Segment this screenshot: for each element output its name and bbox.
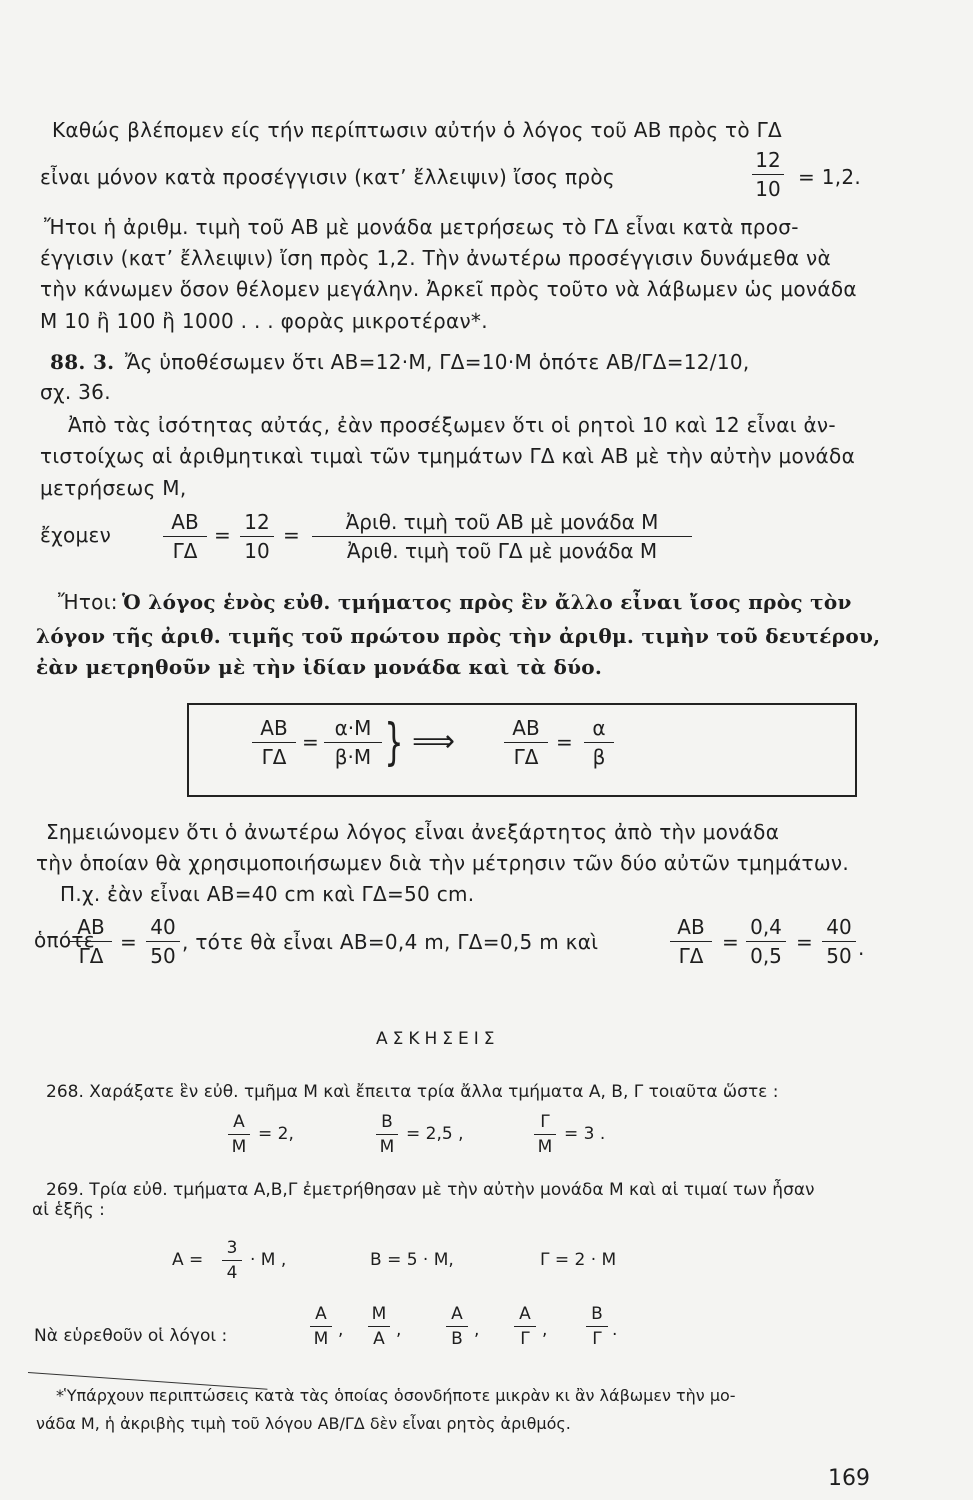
- comma: ,: [338, 1320, 344, 1340]
- box-fraction-ab-gd: ΑΒ ΓΔ: [252, 716, 296, 769]
- paragraph-line: τὴν ὁποίαν θὰ χρησιμοποιήσωμεν διὰ τὴν μέτρησιν τῶν δύο αὐτῶν τμημάτων.: [36, 851, 850, 875]
- footnote-line: *Ὑπάρχουν περιπτώσεις κατὰ τὰς ὁποίας ὁσονδήποτε μικρὰν κι ἂν λάβωμεν τὴν μο-: [56, 1386, 736, 1405]
- box-fraction-a-b: α β: [584, 716, 614, 769]
- equals-sign: =: [283, 523, 300, 547]
- paragraph-line: Ἀπὸ τὰς ἰσότητας αὐτάς, ἐὰν προσέξωμεν ὅτι οἱ ρητοὶ 10 καὶ 12 εἶναι ἀν-: [68, 413, 836, 437]
- page-number: 169: [828, 1466, 870, 1491]
- exercises-title: ΑΣΚΗΣΕΙΣ: [376, 1029, 500, 1049]
- equals-sign: =: [214, 523, 231, 547]
- paragraph-line: Καθώς βλέπομεν είς τήν περίπτωσιν αὐτήν ὁ λόγος τοῦ ΑΒ πρὸς τὸ ΓΔ: [52, 118, 782, 142]
- fraction-40-50: 40 50: [822, 915, 856, 968]
- paragraph-line: , τότε θὰ εἶναι ΑΒ=0,4 m, ΓΔ=0,5 m καὶ: [182, 930, 599, 954]
- fraction-12-10: 12 10: [240, 510, 274, 563]
- exercise-269-cont: αἱ ἑξῆς :: [32, 1200, 105, 1220]
- fraction-ab-gd: ΑΒ ΓΔ: [70, 915, 112, 968]
- section-number: 88. 3.: [50, 350, 115, 374]
- label-itoi: Ἤτοι:: [58, 590, 118, 614]
- equals-sign: =: [302, 730, 319, 754]
- ratio-value: = 2,: [258, 1124, 294, 1144]
- paragraph-line: τιστοίχως αἱ ἀριθμητικαὶ τιμαὶ τῶν τμημάτων ΓΔ καὶ ΑΒ μὲ τὴν αὐτὴν μονάδα: [40, 444, 856, 468]
- equals-sign: =: [120, 930, 137, 954]
- paragraph-line: Ἄς ὑποθέσωμεν ὅτι ΑΒ=12·Μ, ΓΔ=10·Μ ὁπότε ΑΒ/ΓΔ=12/10,: [125, 350, 750, 374]
- exercise-269: 269. Τρία εὐθ. τμήματα Α,Β,Γ ἐμετρήθησαν μὲ τὴν αὐτὴν μονάδα Μ καὶ αἱ τιμαί των ἦσαν: [46, 1180, 815, 1200]
- fraction-a-g: Α Γ: [514, 1304, 536, 1349]
- fraction-a-m: Α Μ: [228, 1112, 250, 1157]
- right-brace: }: [384, 713, 404, 771]
- paragraph-line: έγγισιν (κατ’ ἔλλειψιν) ἴση πρὸς 1,2. Τὴν ἀνωτέρω προσέγγισιν δυνάμεθα νὰ: [40, 246, 831, 270]
- label-exomen: ἔχομεν: [40, 523, 112, 547]
- period: .: [858, 936, 865, 960]
- implies-arrow: ⟹: [412, 724, 456, 759]
- period: .: [612, 1320, 618, 1340]
- fraction-numeric-values: Ἀριθ. τιμὴ τοῦ ΑΒ μὲ μονάδα Μ Ἀριθ. τιμὴ τοῦ ΓΔ μὲ μονάδα Μ: [312, 510, 692, 563]
- paragraph-line: Π.χ. ἐὰν εἶναι ΑΒ=40 cm καὶ ΓΔ=50 cm.: [60, 882, 475, 906]
- fraction-a-m: Α Μ: [310, 1304, 332, 1349]
- paragraph-line: εἶναι μόνον κατὰ προσέγγισιν (κατ’ ἔλλειψιν) ἴσος πρὸς: [40, 165, 615, 189]
- paragraph-line: μετρήσεως Μ,: [40, 476, 187, 500]
- box-fraction-ab-gd: ΑΒ ΓΔ: [504, 716, 548, 769]
- find-ratios-label: Νὰ εὑρεθοῦν οἱ λόγοι :: [34, 1326, 228, 1346]
- paragraph-line: τὴν κάνωμεν ὅσον θέλομεν μεγάλην. Ἀρκεῖ πρὸς τοῦτο νὰ λάβωμεν ὡς μονάδα: [40, 277, 857, 301]
- equation-g: Γ = 2 · Μ: [540, 1250, 617, 1270]
- footnote-line: νάδα Μ, ἡ ἀκριβὴς τιμὴ τοῦ λόγου ΑΒ/ΓΔ δὲν εἶναι ρητὸς ἀριθμός.: [36, 1414, 571, 1433]
- fraction-04-05: 0,4 0,5: [746, 915, 786, 968]
- equation-b: Β = 5 · Μ,: [370, 1250, 454, 1270]
- fraction-40-50: 40 50: [146, 915, 180, 968]
- label-opote: ὁπότε: [34, 928, 95, 952]
- ratio-value: = 2,5 ,: [406, 1124, 464, 1144]
- fraction-ab-gd: ΑΒ ΓΔ: [163, 510, 207, 563]
- ratio-value: = 3 .: [564, 1124, 606, 1144]
- paragraph-line: Σημειώνομεν ὅτι ὁ ἀνωτέρω λόγος εἶναι ἀνεξάρτητος ἀπὸ τὴν μονάδα: [46, 820, 780, 844]
- comma: ,: [474, 1320, 480, 1340]
- fraction-b-g: Β Γ: [586, 1304, 608, 1349]
- theorem-line: λόγον τῆς ἀριθ. τιμῆς τοῦ πρώτου πρὸς τὴν ἀριθμ. τιμὴν τοῦ δευτέρου,: [36, 624, 881, 648]
- comma: ,: [542, 1320, 548, 1340]
- fraction-g-m: Γ Μ: [534, 1112, 556, 1157]
- fraction-3-4: 3 4: [222, 1238, 242, 1283]
- equals-value: = 1,2.: [798, 165, 862, 189]
- exercise-268: 268. Χαράξατε ἓν εὐθ. τμῆμα Μ καὶ ἔπειτα τρία ἄλλα τμήματα Α, Β, Γ τοιαῦτα ὥστε :: [46, 1082, 779, 1102]
- paragraph-line: Ἤτοι ἡ ἀριθμ. τιμὴ τοῦ ΑΒ μὲ μονάδα μετρήσεως τὸ ΓΔ εἶναι κατὰ προσ-: [44, 215, 799, 239]
- box-fraction-aM-bM: α·Μ β·Μ: [324, 716, 382, 769]
- fraction-b-m: Β Μ: [376, 1112, 398, 1157]
- equals-sign: =: [722, 930, 739, 954]
- equals-sign: =: [556, 730, 573, 754]
- figure-reference: σχ. 36.: [40, 380, 111, 404]
- fraction-12-10: 12 10: [752, 148, 784, 201]
- comma: ,: [396, 1320, 402, 1340]
- theorem-line: ἐὰν μετρηθοῦν μὲ τὴν ἰδίαν μονάδα καὶ τὰ δύο.: [36, 655, 603, 679]
- fraction-m-a: Μ Α: [368, 1304, 390, 1349]
- fraction-a-b: Α Β: [446, 1304, 468, 1349]
- paragraph-line: Μ 10 ἢ 100 ἢ 1000 . . . φορὰς μικροτέραν*.: [40, 309, 488, 333]
- fraction-ab-gd: ΑΒ ΓΔ: [670, 915, 712, 968]
- equation-a: Α =: [172, 1250, 204, 1270]
- equation-a-unit: · Μ ,: [250, 1250, 287, 1270]
- equals-sign: =: [796, 930, 813, 954]
- theorem-line: Ὁ λόγος ἑνὸς εὐθ. τμήματος πρὸς ἓν ἄλλο εἶναι ἴσος πρὸς τὸν: [122, 590, 852, 614]
